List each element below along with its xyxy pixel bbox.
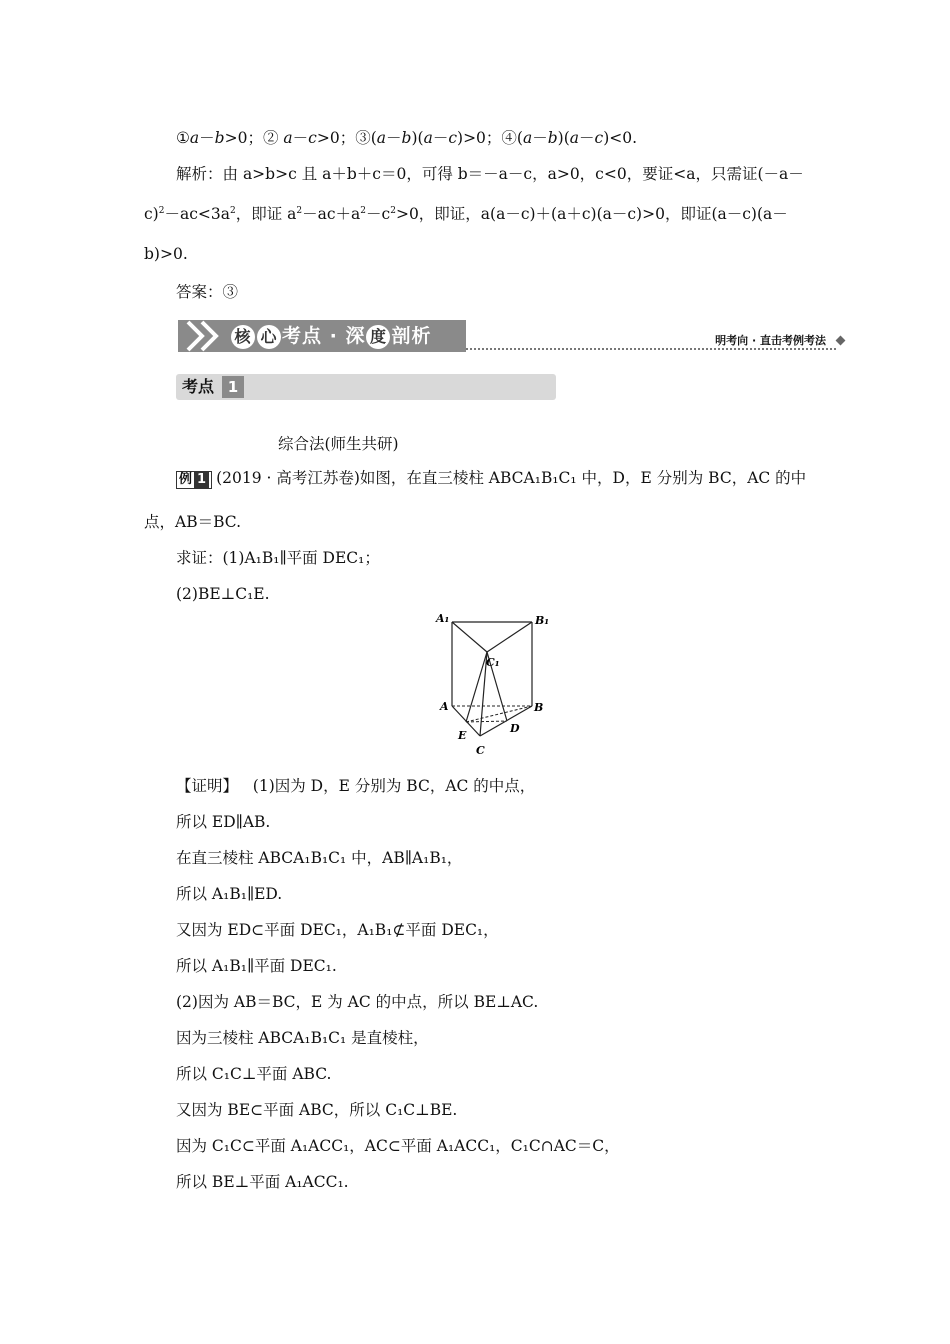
answer-line: 答案：③ (176, 283, 239, 301)
label-B: B (534, 701, 544, 714)
topic-label: 考点 (182, 377, 215, 396)
proof-line-8: 因为三棱柱 ABCA₁B₁C₁ 是直棱柱， (176, 1029, 429, 1047)
proof-head: 【证明】 (176, 777, 239, 795)
proof-line-9: 所以 C₁C⊥平面 ABC. (176, 1065, 332, 1083)
topic-number: 1 (222, 376, 244, 398)
section-title: 综合法(师生共研) (278, 435, 399, 453)
proof-line-4: 所以 A₁B₁∥ED. (176, 885, 283, 903)
topic-bar (176, 374, 556, 400)
banner-title: 核 心 考点 · 深 度 剖析 (230, 320, 431, 352)
analysis-line-2: $c)^2-ac<3a^2$，即证 $a^2-ac+a^2-c^2>0$，即证，a(a－c)＋(a＋c)(a－c)>0，即证(a－c)(a－ (144, 205, 788, 223)
options-line: ①a－b>0；② a－c>0；③(a－b)(a－c)>0；④(a－b)(a－c)<0. (176, 129, 638, 147)
label-C: C (476, 744, 485, 757)
prove-line-1: 求证：(1)A₁B₁∥平面 DEC₁； (176, 549, 380, 567)
proof-line-1: 【证明】 (1)因为 D，E 分别为 BC，AC 的中点， (176, 777, 536, 795)
label-C1: C₁ (486, 656, 500, 669)
label-B1: B₁ (535, 614, 550, 627)
proof-line-11: 因为 C₁C⊂平面 A₁ACC₁，AC⊂平面 A₁ACC₁，C₁C∩AC＝C， (176, 1137, 620, 1155)
proof-line-6: 所以 A₁B₁∥平面 DEC₁. (176, 957, 337, 975)
analysis-line-3: b)>0. (144, 245, 188, 263)
proof-line-10: 又因为 BE⊂平面 ABC，所以 C₁C⊥BE. (176, 1101, 458, 1119)
proof-line-3: 在直三棱柱 ABCA₁B₁C₁ 中，AB∥A₁B₁， (176, 849, 463, 867)
diamond-icon (836, 336, 846, 346)
label-E: E (458, 729, 467, 742)
example-tag: 例 1 (176, 471, 212, 489)
label-A1: A₁ (436, 612, 450, 625)
prove-line-2: (2)BE⊥C₁E. (176, 585, 270, 603)
proof-line-7: (2)因为 AB＝BC，E 为 AC 的中点，所以 BE⊥AC. (176, 993, 539, 1011)
example-line-2: 点，AB＝BC. (144, 513, 241, 531)
section-banner (178, 318, 848, 354)
proof-line-5: 又因为 ED⊂平面 DEC₁，A₁B₁⊄平面 DEC₁， (176, 921, 499, 939)
proof-line-2: 所以 ED∥AB. (176, 813, 271, 831)
banner-dotted-rule (466, 348, 836, 350)
banner-subtitle: 明考向 · 直击考例考法 (715, 334, 826, 347)
analysis-label: 解析： (176, 165, 223, 183)
proof-line-12: 所以 BE⊥平面 A₁ACC₁. (176, 1173, 349, 1191)
double-chevron-icon (184, 320, 228, 352)
label-D: D (510, 722, 520, 735)
label-A: A (440, 700, 449, 713)
example-line-1: 例 1 (2019 · 高考江苏卷)如图，在直三棱柱 ABCA₁B₁C₁ 中，D，E 分别为 BC，AC 的中 (176, 468, 806, 489)
analysis-line-1: 解析：由 a>b>c 且 a＋b＋c＝0，可得 b＝－a－c，a>0，c<0，要证<a，只需证(－a－ (176, 165, 804, 183)
prism-figure (430, 608, 560, 760)
